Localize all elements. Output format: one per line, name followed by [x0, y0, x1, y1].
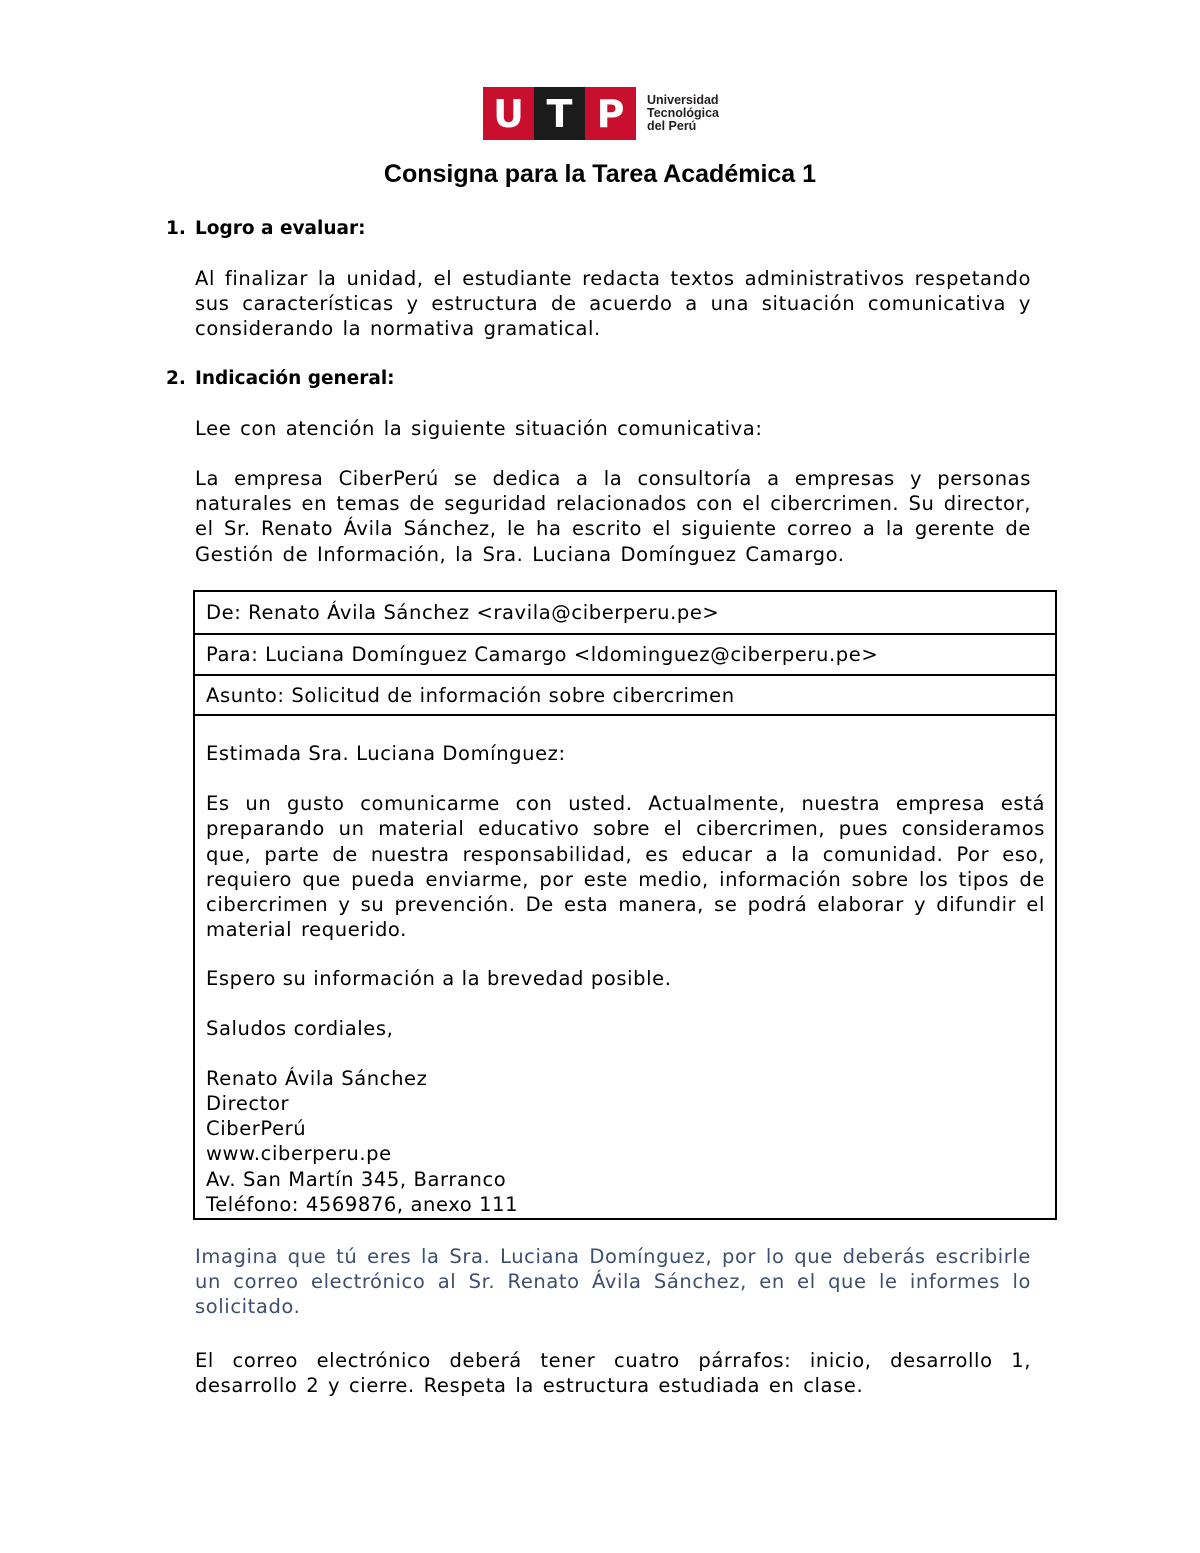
logro-paragraph: Al finalizar la unidad, el estudiante redacta textos administrativos respetando sus características y estructura de acuerdo a una situación comunicativa y considerando la normativa gramatical. — [195, 267, 1031, 341]
section-number: 1. — [166, 218, 186, 239]
logo-wordmark — [647, 94, 719, 133]
section-number: 2. — [166, 368, 186, 389]
email-body — [195, 741, 1055, 1217]
logo-line: del Perú — [647, 119, 697, 133]
email-body-paragraph: Es un gusto comunicarme con usted. Actualmente, nuestra empresa está preparando un material educativo sobre el cibercrimen, pues consideramos que, parte de nuestra responsabilidad, es educar a la comunidad. Por eso, requiero que pueda enviarme, por este medio, información sobre los tipos de cibercrimen y su prevención. De esta manera, se podrá elaborar y difundir el material requerido. — [206, 792, 1045, 942]
situation-paragraph: La empresa CiberPerú se dedica a la consultoría a empresas y personas naturales en temas de seguridad relacionados con el cibercrimen. Su director, el Sr. Renato Ávila Sánchez, le ha escrito el siguiente correo a la gerente de Gestión de Información, la Sra. Luciana Domínguez Camargo. — [195, 467, 1031, 566]
signature-website: www.ciberperu.pe — [206, 1142, 392, 1166]
signature-company: CiberPerú — [206, 1117, 307, 1141]
email-subject: Asunto: Solicitud de información sobre cibercrimen — [206, 683, 735, 707]
signature-phone: Teléfono: 4569876, anexo 111 — [206, 1192, 519, 1216]
email-to: Para: Luciana Domínguez Camargo <ldominguez@ciberperu.pe> — [206, 643, 879, 666]
section-heading-indicacion — [166, 367, 395, 391]
email-sign-off: Saludos cordiales, — [206, 1016, 394, 1040]
logo-mark — [483, 87, 636, 140]
email-signature — [206, 1066, 1045, 1217]
logo-line: Tecnológica — [647, 106, 720, 120]
signature-address: Av. San Martín 345, Barranco — [206, 1167, 507, 1191]
logo-letter-p: P — [585, 87, 636, 140]
email-to-row — [195, 635, 1055, 676]
section-heading-text: Logro a evaluar: — [195, 218, 366, 239]
logo-letter-u: U — [483, 87, 534, 140]
section-heading-logro — [166, 217, 366, 241]
intro-paragraph: Lee con atención la siguiente situación comunicativa: — [195, 417, 763, 440]
utp-logo — [483, 87, 719, 140]
email-greeting: Estimada Sra. Luciana Domínguez: — [206, 742, 566, 765]
email-subject-row — [195, 676, 1055, 716]
email-box — [193, 590, 1057, 1220]
instruction-paragraph: Imagina que tú eres la Sra. Luciana Domínguez, por lo que deberás escribirle un correo electrónico al Sr. Renato Ávila Sánchez, en el que le informes lo solicitado. — [195, 1245, 1031, 1319]
requirement-paragraph: El correo electrónico deberá tener cuatro párrafos: inicio, desarrollo 1, desarrollo 2 y cierre. Respeta la estructura estudiada en clase. — [195, 1349, 1031, 1398]
logo-letter-t: T — [534, 87, 585, 140]
signature-title: Director — [206, 1092, 290, 1116]
email-from: De: Renato Ávila Sánchez <ravila@ciberperu.pe> — [206, 601, 720, 624]
email-from-row — [195, 592, 1055, 635]
page-title: Consigna para la Tarea Académica 1 — [383, 160, 817, 188]
logo-line: Universidad — [647, 93, 719, 107]
signature-name: Renato Ávila Sánchez — [206, 1066, 428, 1090]
section-heading-text: Indicación general: — [195, 368, 395, 389]
email-closing-line: Espero su información a la brevedad posible. — [206, 967, 672, 991]
